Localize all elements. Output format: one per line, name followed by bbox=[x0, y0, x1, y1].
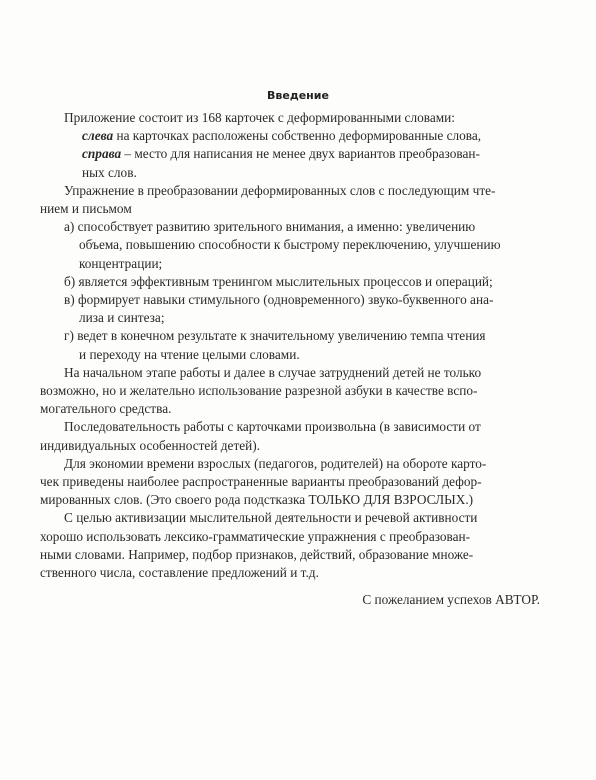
list-item-a: а) способствует развитию зрительного внимания, а именно: увеличению bbox=[64, 219, 476, 235]
paragraph-exercise-cont: нием и письмом bbox=[40, 201, 132, 217]
paragraph-sequence-cont: индивидуальных особенностей детей). bbox=[40, 437, 261, 453]
right-description bbox=[64, 145, 556, 163]
paragraph-exercise: Упражнение в преобразовании деформированных слов с последующим чте- bbox=[64, 182, 496, 198]
list-item-v-cont: лиза и синтеза; bbox=[79, 310, 165, 326]
paragraph-sequence: Последовательность работы с карточками произвольна (в зависимости от bbox=[64, 419, 481, 435]
paragraph-intro: Приложение состоит из 168 карточек с деформированными словами: bbox=[64, 110, 455, 125]
paragraph-activation: С целью активизации мыслительной деятельности и речевой активности bbox=[64, 510, 478, 526]
paragraph-initial-stage-cont: возможно, но и желательно использование разрезной азбуки в качестве вспо- bbox=[40, 383, 478, 399]
list-item-b: б) является эффективным тренингом мыслительных процессов и операций; bbox=[64, 273, 493, 289]
document-body bbox=[40, 109, 556, 609]
paragraph-economy-cont: чек приведены наиболее распространенные варианты преобразований дефор- bbox=[40, 474, 482, 490]
list-item-v: в) формирует навыки стимульного (одновременного) звуко-буквенного ана- bbox=[64, 292, 494, 308]
left-text: на карточках расположены собственно деформированные слова, bbox=[113, 128, 482, 144]
paragraph-economy-cont2: мированных слов. (Это своего рода подстказка ТОЛЬКО ДЛЯ ВЗРОСЛЫХ.) bbox=[40, 492, 474, 508]
right-text: – место для написания не менее двух вариантов преобразован- bbox=[121, 146, 480, 162]
signature: С пожеланием успехов АВТОР. bbox=[362, 592, 540, 608]
list-item-g-cont: и переходу на чтение целыми словами. bbox=[79, 346, 300, 362]
right-description-cont: ных слов. bbox=[82, 164, 137, 180]
list-item-a-cont2: концентрации; bbox=[79, 255, 163, 271]
paragraph-economy: Для экономии времени взрослых (педагогов, родителей) на обороте карто- bbox=[64, 455, 487, 471]
list-item-g: г) ведет в конечном результате к значительному увеличению темпа чтения bbox=[64, 328, 486, 344]
paragraph-activation-cont: хорошо использовать лексико-грамматические упражнения с преобразован- bbox=[40, 528, 471, 544]
list-item-a-cont: объема, повышению способности к быстрому переключению, улучшению bbox=[79, 237, 501, 253]
page-title: Введение bbox=[267, 89, 329, 102]
paragraph-activation-cont2: ными словами. Например, подбор признаков, действий, образование множе- bbox=[40, 546, 474, 562]
paragraph-initial-stage: На начальном этапе работы и далее в случае затруднений детей не только bbox=[64, 364, 482, 380]
left-description bbox=[64, 127, 556, 145]
paragraph-activation-cont3: ственного числа, составление предложений и т.д. bbox=[40, 565, 319, 581]
left-word: слева bbox=[82, 128, 114, 144]
paragraph-initial-stage-cont2: могательного средства. bbox=[40, 401, 172, 417]
right-word: справа bbox=[82, 146, 122, 162]
